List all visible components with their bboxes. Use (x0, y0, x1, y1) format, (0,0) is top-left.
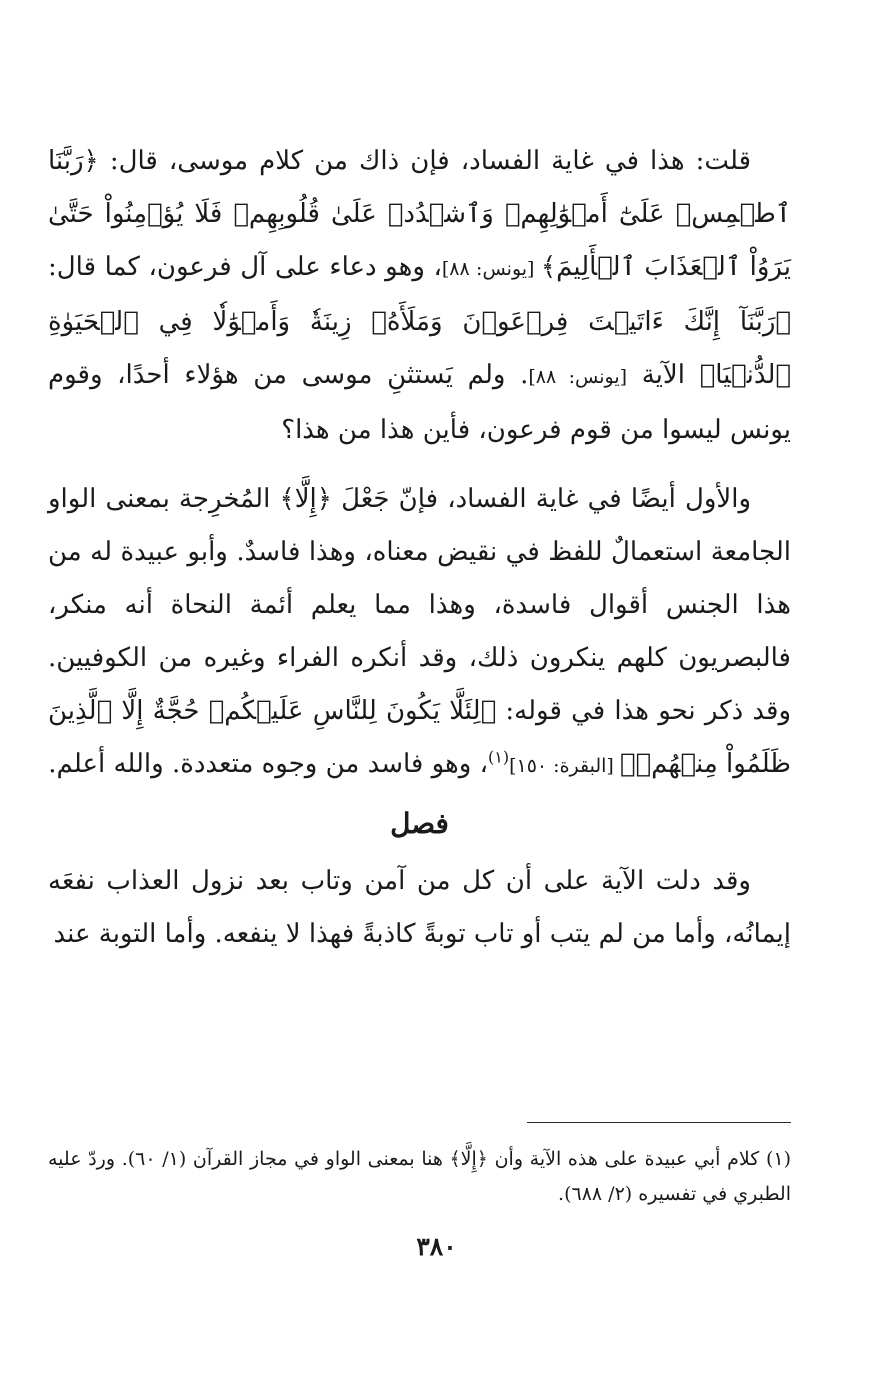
paragraph-1-text-4: . ولم يَستثنِ موسى من هؤلاء أحدًا، وقوم يونس ليسوا من قوم فرعون، فأين هذا من هذا؟ (48, 360, 791, 445)
footnote-text-2: هنا بمعنى الواو في مجاز القرآن (١/ ٦٠). وردّ عليه الطبري في تفسيره (٢/ ٦٨٨). (48, 1148, 791, 1205)
paragraph-2 (48, 473, 791, 793)
paragraph-2-text-2: المُخرِجة بمعنى الواو الجامعة استعمالٌ للفظ في نقيض معناه، وهذا فاسدٌ. وأبو عبيدة له من هذا الجنس أقوال فاسدة، وهذا مما يعلم أئمة النحاة أنه منكر، فالبصريون كلهم ينكرون ذلك، وقد أنكره الفراء وغيره من الكوفيين. وقد ذكر نحو هذا في قوله: (48, 484, 791, 726)
footnote-text-1: كلام أبي عبيدة على هذه الآية وأن (487, 1148, 766, 1170)
verse-reference-3: [البقرة: ١٥٠] (509, 755, 620, 777)
page-number: ٣٨٠ (416, 1232, 457, 1261)
main-text (48, 135, 791, 961)
paragraph-1-text-1: قلت: هذا في غاية الفساد، فإن ذاك من كلام موسى، قال: (98, 146, 751, 176)
quran-verse-baqara-150: ﴿لِئَلَّا يَكُونَ لِلنَّاسِ عَلَيۡكُمۡ حُجَّةٌ إِلَّا ٱلَّذِينَ ظَلَمُواْ مِنۡهُمۡ﴾ (48, 696, 791, 779)
section-title: فصل (390, 807, 449, 840)
footnotes (48, 1142, 791, 1212)
paragraph-1 (48, 135, 791, 457)
footnote-marker[interactable]: (١) (487, 747, 510, 767)
quran-verse-yunus-88-b: ﴿رَبَّنَآ إِنَّكَ ءَاتَيۡتَ فِرۡعَوۡنَ وَمَلَأَهُۥ زِينَةٗ وَأَمۡوَٰلٗا فِي ٱلۡحَيَوٰةِ ٱلدُّنۡيَا﴾ (48, 307, 791, 390)
paragraph-2-text-1: والأول أيضًا في غاية الفساد، فإنّ جَعْلَ (332, 484, 751, 514)
paragraph-3: وقد دلت الآية على أن كل من آمن وتاب بعد نزول العذاب نفعَه إيمانُه، وأما من لم يتب أو تاب توبةً كاذبةً فهذا لا ينفعه. وأما التوبة عند (48, 866, 791, 949)
footnote-quran-word: ﴿إِلَّا﴾ (449, 1148, 488, 1170)
verse-reference-1: [يونس: ٨٨] (441, 258, 541, 280)
paragraph-1-text-2: ، وهو دعاء على آل فرعون، كما قال: (48, 252, 442, 282)
quran-word-illa: ﴿إِلَّا﴾ (279, 484, 332, 514)
footnote-divider (527, 1122, 791, 1123)
paragraph-1-text-3: الآية (627, 360, 700, 390)
verse-reference-2: [يونس: ٨٨] (528, 366, 628, 388)
footnote-1 (48, 1142, 791, 1212)
footnote-number: (١) (765, 1148, 791, 1170)
paragraph-2-text-3: ، وهو فاسد من وجوه متعددة. والله أعلم. (48, 749, 488, 779)
quran-verse-yunus-88-a: ﴿رَبَّنَا ٱطۡمِسۡ عَلَىٰٓ أَمۡوَٰلِهِمۡ وَٱشۡدُدۡ عَلَىٰ قُلُوبِهِمۡ فَلَا يُؤۡمِنُواْ حَتَّىٰ يَرَوُاْ ٱلۡعَذَابَ ٱلۡأَلِيمَ﴾ (48, 146, 792, 282)
